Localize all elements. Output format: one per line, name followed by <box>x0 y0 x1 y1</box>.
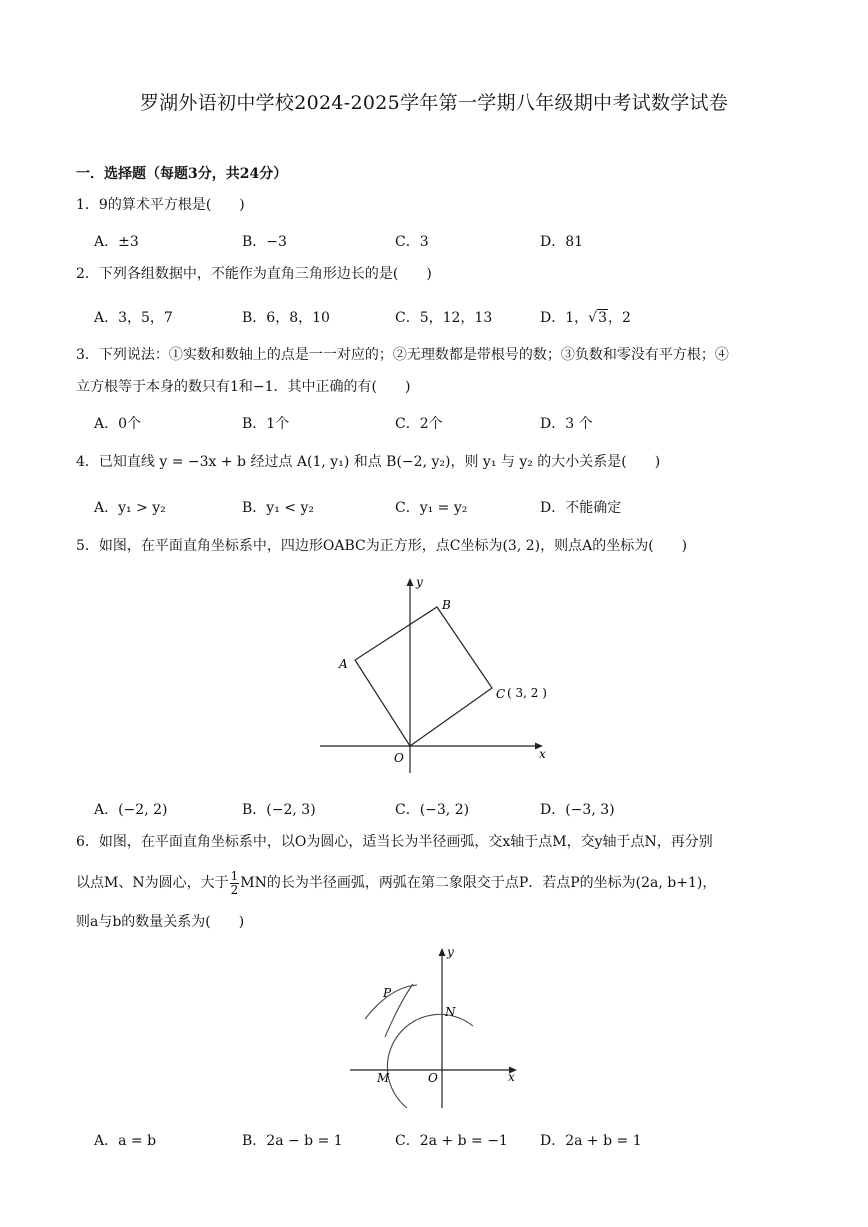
q2-option-d: D．1，√3，2 <box>540 310 631 326</box>
q5-point-c-coord: ( 3, 2 ) <box>507 686 547 700</box>
q3-option-b: B．1个 <box>242 416 290 432</box>
q6-option-d: D．2a + b = 1 <box>540 1133 642 1149</box>
q2-option-d-prefix: D．1， <box>540 310 589 326</box>
q3-option-a: A．0个 <box>94 416 142 432</box>
q6-line-2-post: MN的长为半径画弧，两弧在第二象限交于点P．若点P的坐标为(2a, b+1)， <box>240 875 717 891</box>
q6-point-p-label: P <box>383 986 392 1000</box>
q1-option-c: C．3 <box>395 234 429 250</box>
q5-square-oabc <box>355 607 492 746</box>
q1-option-a: A．±3 <box>94 234 139 250</box>
q6-point-m-label: M <box>377 1071 390 1085</box>
q5-y-arrow <box>407 578 414 586</box>
q6-origin-label: O <box>428 1071 438 1085</box>
q5-option-a: A．(−2, 2) <box>94 802 168 818</box>
q6-x-label: x <box>508 1070 515 1084</box>
q5-option-d: D．(−3, 3) <box>540 802 615 818</box>
question-6-line-3: 则a与b的数量关系为( ) <box>76 914 245 930</box>
question-1-stem: 1．9的算术平方根是( ) <box>76 197 245 213</box>
q3-option-c: C．2个 <box>395 416 443 432</box>
question-5-stem: 5．如图，在平面直角坐标系中，四边形OABC为正方形，点C坐标为(3, 2)，则点A的坐标为( ) <box>76 538 688 554</box>
question-6-line-2 <box>76 868 716 898</box>
question-4-stem: 4．已知直线 y = −3x + b 经过点 A(1, y₁) 和点 B(−2, y₂)，则 y₁ 与 y₂ 的大小关系是( ) <box>76 454 661 470</box>
q6-option-c: C．2a + b = −1 <box>395 1133 508 1149</box>
q5-option-b: B．(−2, 3) <box>242 802 316 818</box>
q3-option-d: D．3 个 <box>540 416 593 432</box>
q2-option-b: B．6，8，10 <box>242 310 330 326</box>
q5-option-c: C．(−3, 2) <box>395 802 470 818</box>
q6-fraction-numerator: 1 <box>230 868 239 883</box>
q6-point-n-label: N <box>445 1005 456 1019</box>
q6-y-label: y <box>447 945 454 959</box>
q4-option-a: A．y₁ > y₂ <box>94 500 166 516</box>
question-2-stem: 2．下列各组数据中，不能作为直角三角形边长的是( ) <box>76 266 432 282</box>
q6-option-b: B．2a − b = 1 <box>242 1133 343 1149</box>
q5-point-c-label: C <box>496 687 506 701</box>
q5-origin-label: O <box>394 751 404 765</box>
q5-point-b-label: B <box>442 598 451 612</box>
q6-option-a: A．a = b <box>94 1133 157 1149</box>
q4-option-d: D．不能确定 <box>540 500 622 516</box>
q6-line-2-pre: 以点M、N为圆心，大于 <box>76 875 229 891</box>
question-3-line-2: 立方根等于本身的数只有1和−1．其中正确的有( ) <box>76 379 411 395</box>
q1-option-b: B．−3 <box>242 234 287 250</box>
q2-option-c: C．5，12，13 <box>395 310 493 326</box>
q6-y-arrow <box>439 948 446 956</box>
q5-figure <box>300 568 560 783</box>
q5-y-label: y <box>416 575 423 589</box>
q6-fraction-denominator: 2 <box>230 882 239 897</box>
q5-point-a-label: A <box>339 657 348 671</box>
q6-fraction <box>230 870 240 897</box>
q6-arc-center-o <box>387 1014 473 1108</box>
q6-figure <box>345 942 525 1112</box>
q4-option-b: B．y₁ < y₂ <box>242 500 314 516</box>
q5-x-label: x <box>539 747 546 761</box>
exam-title: 罗湖外语初中学校2024-2025学年第一学期八年级期中考试数学试卷 <box>139 92 729 114</box>
q2-option-d-suffix: ，2 <box>607 310 631 326</box>
section-heading: 一．选择题（每题3分，共24分） <box>76 166 288 182</box>
q1-option-d: D．81 <box>540 234 584 250</box>
q2-option-a: A．3，5，7 <box>94 310 173 326</box>
question-3-line-1: 3．下列说法：①实数和数轴上的点是一一对应的；②无理数都是带根号的数；③负数和零没有平方根；④ <box>76 347 729 363</box>
q4-option-c: C．y₁ = y₂ <box>395 500 468 516</box>
question-6-line-1: 6．如图，在平面直角坐标系中，以O为圆心，适当长为半径画弧，交x轴于点M，交y轴于点N，再分别 <box>76 834 713 850</box>
q2-option-d-sqrt: 3 <box>598 310 607 326</box>
